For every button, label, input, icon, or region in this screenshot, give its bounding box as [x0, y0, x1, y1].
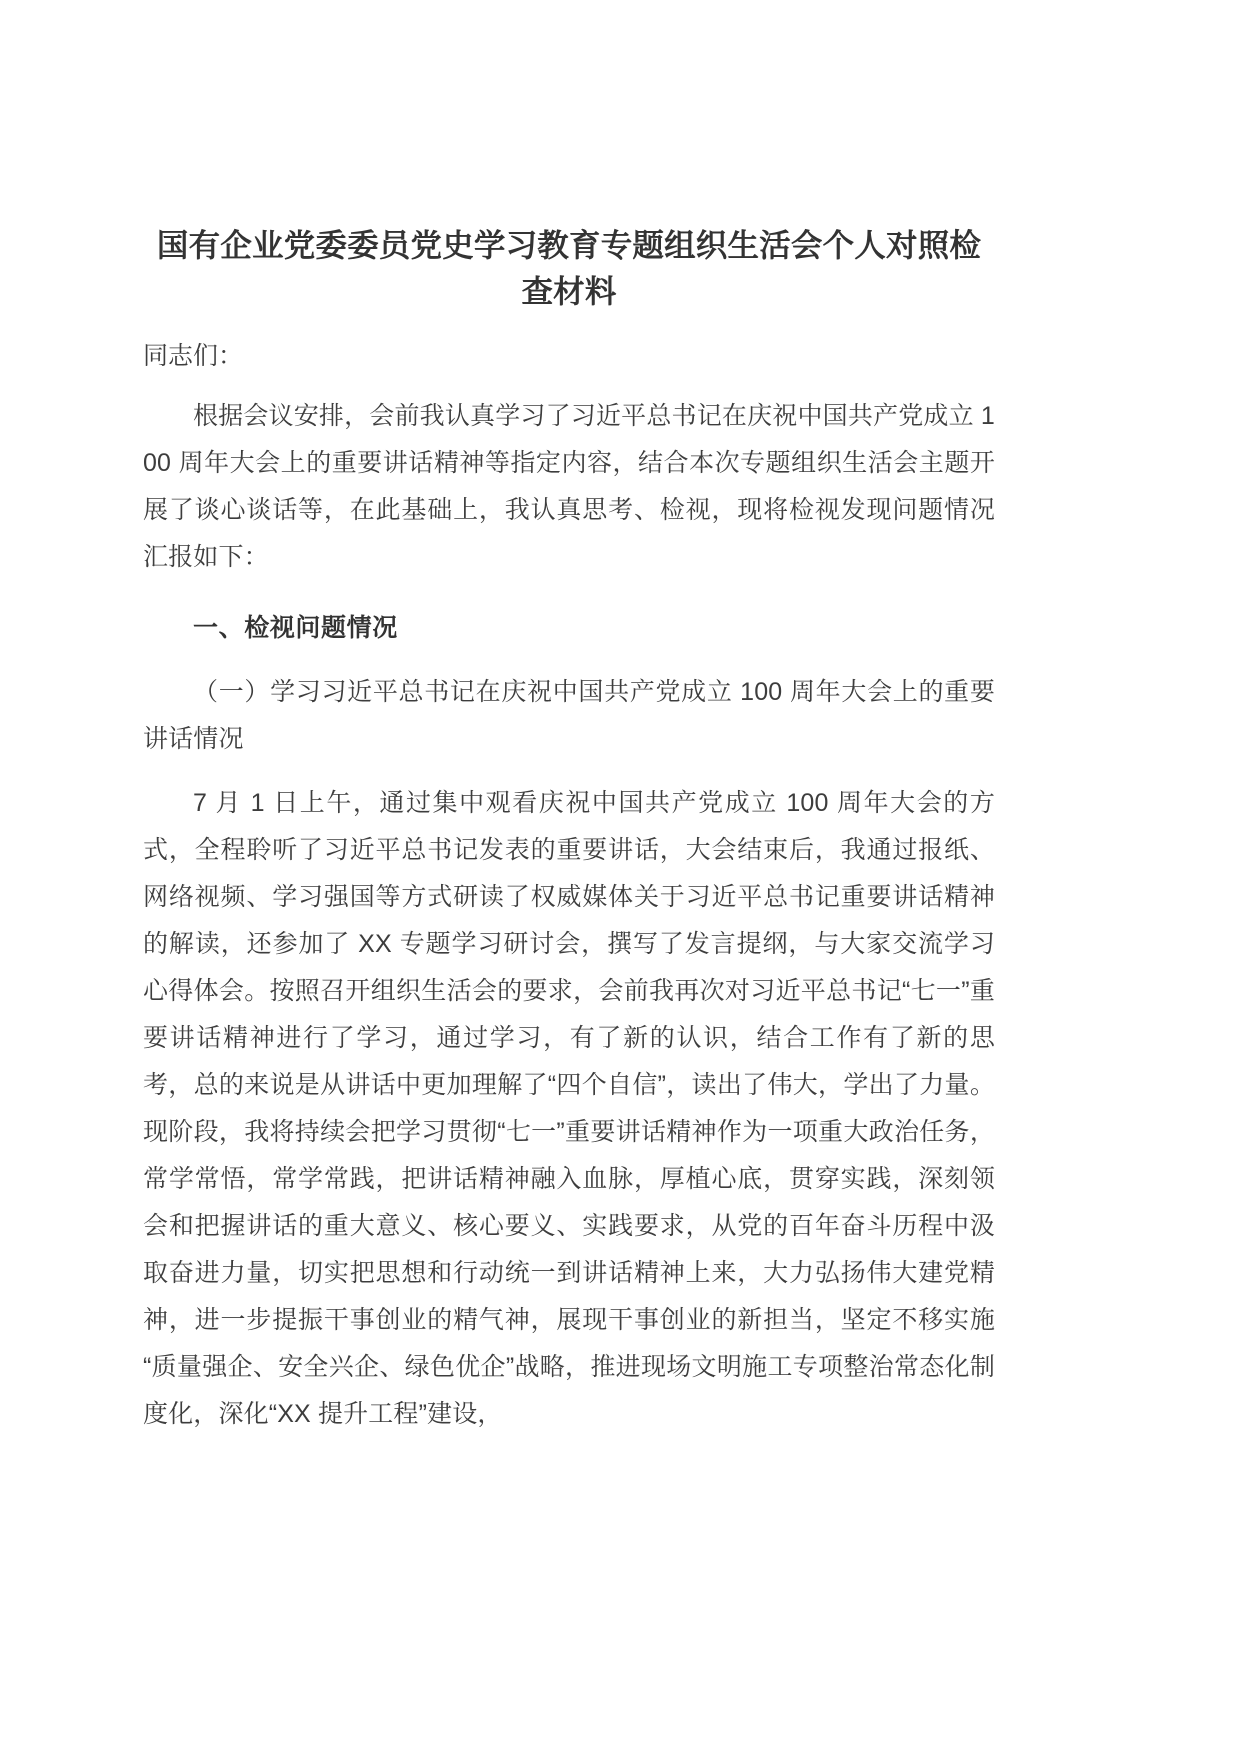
salutation-line: 同志们： [143, 342, 244, 370]
subsection-one-body-paragraph: 7 月 1 日上午，通过集中观看庆祝中国共产党成立 100 周年大会的方式，全程聆听了习近平总书记发表的重要讲话，大会结束后，我通过报纸、网络视频、学习强国等方式研读了权威媒体关于习近平总书记重要讲话精神的解读，还参加了 XX 专题学习研讨会，撰写了发言提纲，与大家交流学习心得体会。按照召开组织生活会的要求，会前我再次对习近平总书记“七一”重要讲话精神进行了学习，通过学习，有了新的认识，结合工作有了新的思考，总的来说是从讲话中更加理解了“四个自信”，读出了伟大，学出了力量。现阶段，我将持续会把学习贯彻“七一”重要讲话精神作为一项重大政治任务，常学常悟，常学常践，把讲话精神融入血脉，厚植心底，贯穿实践，深刻领会和把握讲话的重大意义、核心要义、实践要求，从党的百年奋斗历程中汲取奋进力量，切实把思想和行动统一到讲话精神上来，大力弘扬伟大建党精神，进一步提振干事创业的精气神，展现干事创业的新担当，坚定不移实施“质量强企、安全兴企、绿色优企”战略，推进现场文明施工专项整治常态化制度化，深化“XX 提升工程”建设， [143, 789, 995, 1428]
page-title: 国有企业党委委员党史学习教育专题组织生活会个人对照检查材料 [156, 227, 982, 309]
document-content-column [143, 0, 995, 1438]
section-heading-one: 一、检视问题情况 [193, 614, 398, 642]
subsection-heading-one: （一）学习习近平总书记在庆祝中国共产党成立 100 周年大会上的重要讲话情况 [143, 678, 995, 753]
intro-paragraph: 根据会议安排，会前我认真学习了习近平总书记在庆祝中国共产党成立 100 周年大会上的重要讲话精神等指定内容，结合本次专题组织生活会主题开展了谈心谈话等，在此基础上，我认真思考、检视，现将检视发现问题情况汇报如下： [143, 402, 995, 571]
